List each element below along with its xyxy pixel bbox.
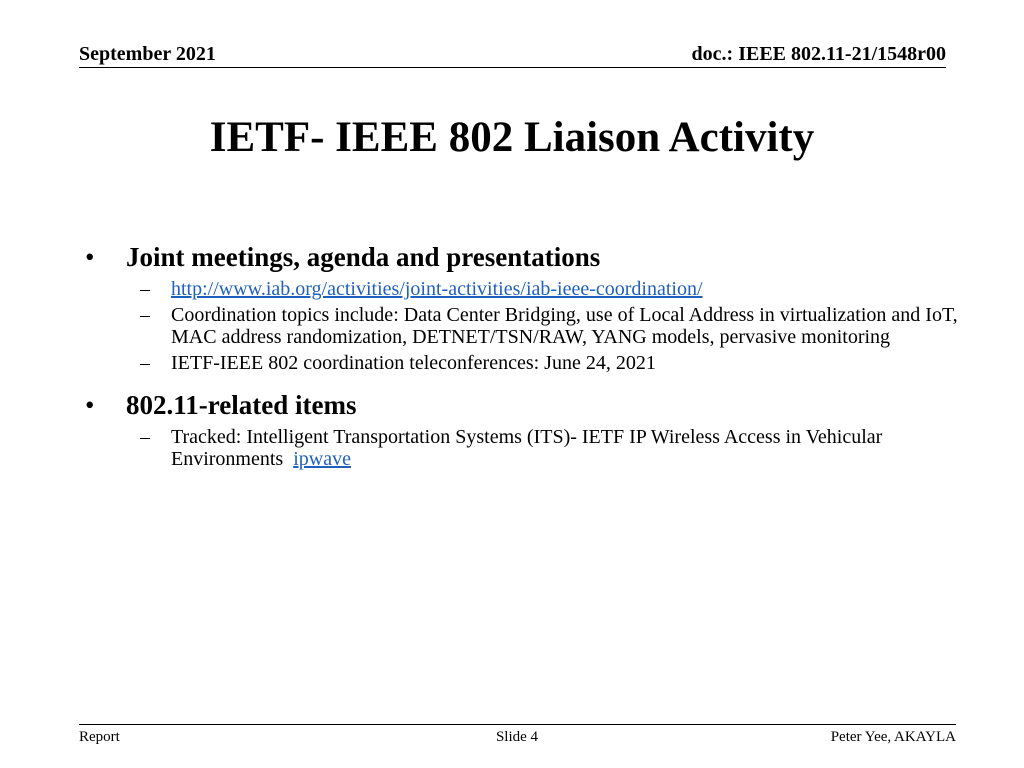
sub-bullet-item: [80, 278, 960, 300]
ipwave-link[interactable]: ipwave: [293, 448, 351, 470]
dash-marker: –: [140, 278, 150, 300]
bullet-marker: •: [85, 242, 95, 272]
footer-left: Report: [79, 729, 120, 745]
footer-divider: [79, 724, 956, 725]
bullet-item: [80, 388, 960, 422]
dash-marker: –: [140, 304, 150, 326]
header-divider: [79, 67, 946, 68]
sub-bullet-item: [80, 352, 960, 374]
footer-author: Peter Yee, AKAYLA: [830, 729, 956, 745]
slide-body: [80, 240, 960, 470]
bullet-text: Joint meetings, agenda and presentations: [126, 242, 601, 272]
sub-bullet-text: Tracked: Intelligent Transportation Systems (ITS)- IETF IP Wireless Access in Vehicular Environments: [171, 426, 883, 470]
header-date: September 2021: [79, 43, 216, 65]
sub-bullet-item: [80, 304, 960, 348]
bullet-marker: •: [85, 390, 95, 420]
dash-marker: –: [140, 352, 150, 374]
slide-title: IETF- IEEE 802 Liaison Activity: [209, 114, 815, 161]
bullet-item: [80, 240, 960, 274]
iab-coordination-link[interactable]: http://www.iab.org/activities/joint-activities/iab-ieee-coordination/: [171, 278, 703, 300]
header-doc-id: doc.: IEEE 802.11-21/1548r00: [691, 43, 946, 65]
sub-bullet-text: Coordination topics include: Data Center Bridging, use of Local Address in virtualization and IoT, MAC address randomization, DETNET/TSN/RAW, YANG models, pervasive monitoring: [171, 304, 958, 348]
sub-bullet-text: IETF-IEEE 802 coordination teleconferences: June 24, 2021: [171, 352, 656, 374]
sub-bullet-item: [80, 426, 960, 470]
dash-marker: –: [140, 426, 150, 448]
bullet-text: 802.11-related items: [126, 390, 357, 420]
slide-number: Slide 4: [495, 729, 539, 745]
